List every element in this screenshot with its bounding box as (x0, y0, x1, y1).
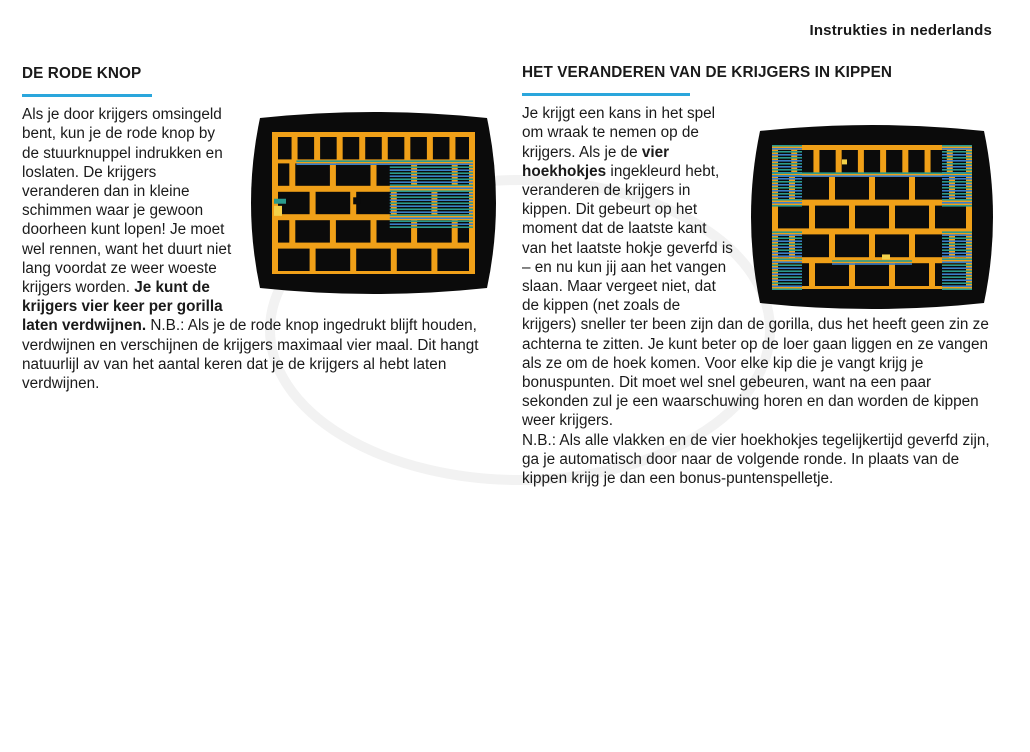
heading-underline (22, 94, 152, 97)
language-label: Instrukties in nederlands (809, 22, 992, 39)
game-screen-red-button-icon (246, 112, 501, 294)
kippen-text-start: Je krijgt een kans in het spel om wraak te nemen op de krijgers. Als je de (522, 105, 716, 161)
section-title-kippen: HET VERANDEREN VAN DE KRIJGERS IN KIPPEN (522, 64, 893, 81)
rode-knop-paragraph (22, 105, 492, 393)
section-title-rode-knop: DE RODE KNOP (22, 65, 142, 82)
heading-underline (522, 93, 690, 96)
kippen-paragraph (522, 104, 992, 430)
kippen-nb-paragraph: N.B.: Als alle vlakken en de vier hoekhokjes tegelijkertijd geverfd zijn, ga je automatisch door naar de volgende ronde. In plaats van de kippen krijg je dan een bonus-puntenspelletje. (522, 431, 990, 488)
game-screen-chickens-icon (746, 125, 998, 309)
section-krijgers-kippen (522, 63, 992, 488)
rode-knop-text-bold: Je kunt de krijgers vier keer per gorilla laten verdwijnen. (22, 279, 223, 335)
rode-knop-text-start: Als je door krijgers omsingeld bent, kun je de rode knop by de stuurknuppel indrukken en loslaten. De krijgers veranderen dan in kleine schimmen waar je gewoon doorheen kunt lopen! Je moet wel rennen, want het duurt niet lang voordat ze weer woeste krijgers worden. (22, 106, 232, 297)
section-rode-knop (22, 64, 492, 393)
kippen-text-end: ingekleurd hebt, veranderen de krijgers in kippen. Dit gebeurt op het moment dat de laatste kant van het laatste hokje geverfd is – en nu kun jij aan het vangen slaan. Maar vergeet niet, dat de kippen (net zoals de krijgers) sneller ter been zijn dan de gorilla, dus het heeft geen zin ze achterna te zitten. Je kunt beter op de loer gaan liggen en ze vangen als ze om de hoek komen. Voor elke kip die je vangt krijg je bonuspunten. Dit moet wel snel gebeuren, want na een paar sekonden zul je een waarschuwing horen en dan worden de kippen weer krijgers. (522, 162, 989, 430)
kippen-text-bold: vier hoekhokjes (522, 143, 670, 180)
rode-knop-text-end: N.B.: Als je de rode knop ingedrukt blijft houden, verdwijnen en verschijnen de krijgers maximaal vier maal. Dit hangt natuurlijl av van het aantal keren dat je de krijgers al hebt laten verdwijnen. (22, 317, 479, 393)
